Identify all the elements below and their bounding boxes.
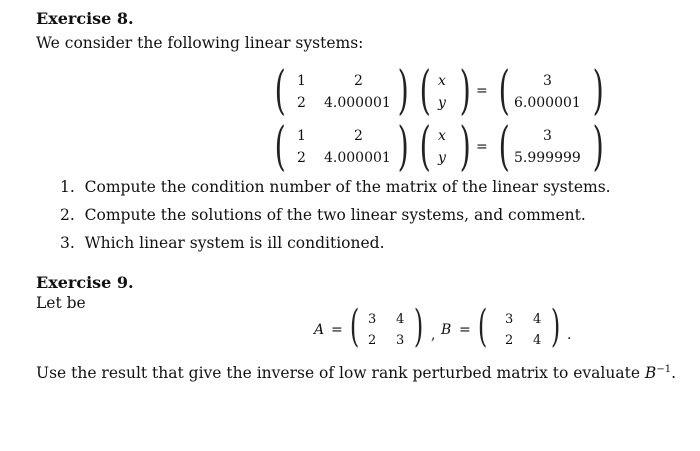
left-paren: ( [419,117,431,177]
right-paren: ) [459,61,471,121]
matrix-B-label: B [441,322,452,338]
equals-sign: = [459,322,471,338]
exercise-9-intro: Let be [36,294,86,312]
matrix-entry: 4 [396,312,405,327]
vector-x: x [438,73,446,89]
equals-sign: = [476,139,488,155]
list-text: Compute the condition number of the matrix of the linear systems. [84,178,611,196]
list-number: 3. [60,234,75,252]
exercise-8-title: Exercise 8. [36,9,134,28]
rhs-entry: 3 [543,128,552,144]
matrix-entry: 4 [533,333,542,348]
matrix-entry: 2 [297,95,306,111]
right-paren: ) [397,117,409,177]
matrix-entry: 4.000001 [324,95,391,111]
rhs-entry: 6.000001 [514,95,581,111]
vector-x: x [438,128,446,144]
left-paren: ( [498,117,510,177]
separator: , [431,327,436,343]
matrix-entry: 3 [396,333,405,348]
right-paren: ) [459,117,471,177]
exercise-9-title: Exercise 9. [36,273,134,292]
rhs-entry: 3 [543,73,552,89]
right-paren: ) [397,61,409,121]
matrix-entry: 2 [368,333,377,348]
left-paren: ( [498,61,510,121]
list-text: Compute the solutions of the two linear systems, and comment. [84,206,586,224]
task-math-B: B [644,364,657,383]
matrix-entry: 2 [297,150,306,166]
matrix-entry: 3 [505,312,514,327]
equals-sign: = [331,322,343,338]
right-paren: ) [592,61,604,121]
matrix-entry: 4.000001 [324,150,391,166]
list-number: 2. [60,206,75,224]
equals-sign: = [476,83,488,99]
right-paren: ) [592,117,604,177]
list-number: 1. [60,178,75,196]
matrix-entry: 4 [533,312,542,327]
task-text: Use the result that give the inverse of low rank perturbed matrix to evaluate [36,364,645,383]
matrix-entry: 2 [354,73,363,89]
matrix-A-label: A [314,322,325,338]
exercise-9-task [36,364,676,382]
task-period: . [671,364,676,383]
left-paren: ( [274,61,286,121]
left-paren: ( [477,301,488,352]
rhs-entry: 5.999999 [514,150,581,166]
matrix-entry: 1 [297,73,306,89]
vector-y: y [438,95,446,111]
exercise-8-intro: We consider the following linear systems: [36,34,364,52]
list-item [60,234,385,252]
matrix-entry: 2 [505,333,514,348]
matrix-entry: 1 [297,128,306,144]
right-paren: ) [413,301,424,352]
left-paren: ( [419,61,431,121]
list-item [60,206,586,224]
matrix-entry: 3 [368,312,377,327]
matrix-entry: 2 [354,128,363,144]
list-text: Which linear system is ill conditioned. [84,234,385,252]
task-superscript: −1 [656,364,672,375]
right-paren: ) [550,301,561,352]
list-item [60,178,611,196]
period: . [567,327,572,343]
left-paren: ( [274,117,286,177]
left-paren: ( [349,301,360,352]
vector-y: y [438,150,446,166]
